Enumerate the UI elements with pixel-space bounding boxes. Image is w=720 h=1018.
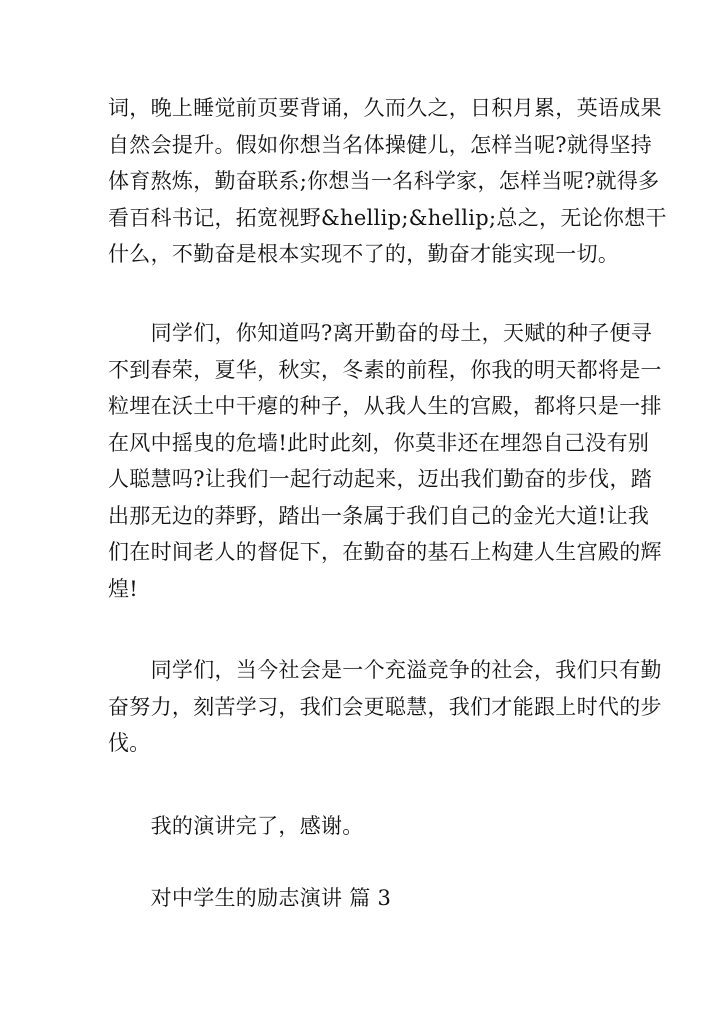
text-line: 们在时间老人的督促下，在勤奋的基石上构建人生宫殿的辉 [108, 540, 662, 564]
text-line: 看百科书记，拓宽视野&hellip;&hellip;总之，无论你想干 [108, 205, 667, 230]
text-line: 自然会提升。假如你想当名体操健儿，怎样当呢?就得坚持 [108, 132, 653, 157]
text-line: 同学们，当今社会是一个充溢竞争的社会，我们只有勤 [108, 658, 662, 682]
text-line: 煌! [108, 576, 139, 601]
paragraph-2 [108, 315, 662, 607]
paragraph-3 [108, 652, 662, 762]
heading-line: 对中学生的励志演讲 篇 3 [108, 886, 392, 910]
text-line: 奋努力，刻苦学习，我们会更聪慧，我们才能跟上时代的步 [108, 694, 662, 719]
paragraph-closing [108, 808, 608, 845]
text-line: 不到春荣，夏华，秋实，冬素的前程，你我的明天都将是一 [108, 357, 662, 382]
text-line: 什么，不勤奋是根本实现不了的，勤奋才能实现一切。 [108, 242, 620, 266]
section-heading [108, 880, 608, 917]
text-line: 同学们，你知道吗?离开勤奋的母土，天赋的种子便寻 [108, 321, 653, 345]
text-line: 在风中摇曳的危墙!此时此刻，你莫非还在埋怨自己没有别 [108, 430, 650, 455]
text-line: 我的演讲完了，感谢。 [108, 814, 364, 838]
paragraph-1 [108, 90, 667, 273]
text-line: 词，晚上睡觉前页要背诵，久而久之，日积月累，英语成果 [108, 96, 662, 120]
text-line: 伐。 [108, 731, 151, 755]
text-line: 人聪慧吗?让我们一起行动起来，迈出我们勤奋的步伐，踏 [108, 467, 653, 491]
text-line: 出那无边的莽野，踏出一条属于我们自己的金光大道!让我 [108, 503, 650, 528]
text-line: 体育熬炼，勤奋联系;你想当一名科学家，怎样当呢?就得多 [108, 169, 660, 193]
text-line: 粒埋在沃土中干瘪的种子，从我人生的宫殿，都将只是一排 [108, 394, 662, 418]
